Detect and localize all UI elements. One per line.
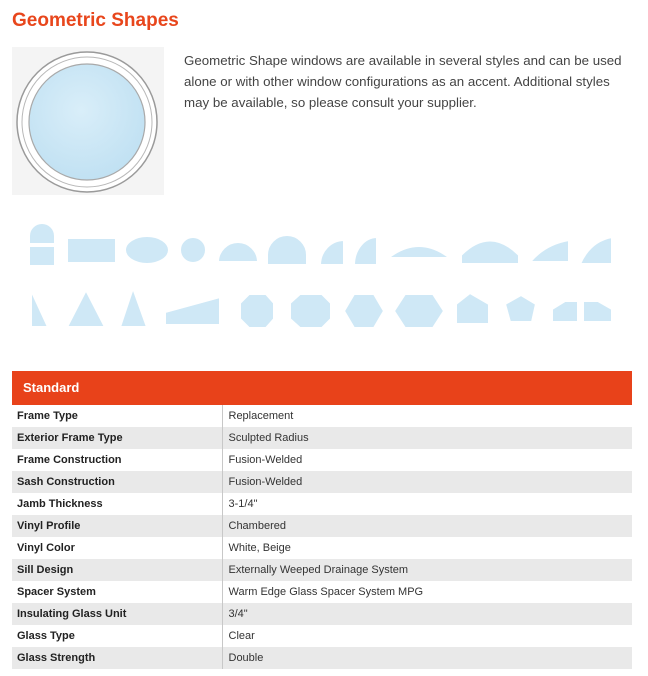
row-label: Glass Strength <box>12 647 222 669</box>
shape-oval <box>125 236 169 264</box>
circle-window-graphic <box>12 47 164 195</box>
table-row <box>12 559 632 581</box>
row-label: Insulating Glass Unit <box>12 603 222 625</box>
row-value: Fusion-Welded <box>222 449 632 471</box>
shape-eyebrow <box>388 246 450 258</box>
row-value: 3/4" <box>222 603 632 625</box>
shape-octagon <box>240 294 274 328</box>
row-value: 3-1/4" <box>222 493 632 515</box>
table-row <box>12 625 632 647</box>
shape-pentagon <box>456 293 489 324</box>
row-value: Chambered <box>222 515 632 537</box>
shape-quarter-round-left <box>320 240 344 265</box>
shape-elongated-hexagon <box>394 294 444 328</box>
intro-text: Geometric Shape windows are available in several styles and can be used alone or with other window configurations as an accent. Additional styles may be available, so please consult your supplier. <box>184 53 622 110</box>
row-value: Fusion-Welded <box>222 471 632 493</box>
row-label: Frame Type <box>12 405 222 427</box>
table-row <box>12 449 632 471</box>
row-label: Exterior Frame Type <box>12 427 222 449</box>
row-value: Sculpted Radius <box>222 427 632 449</box>
row-value: Replacement <box>222 405 632 427</box>
spec-rows <box>12 405 632 669</box>
shape-quarter-round-right <box>354 237 377 265</box>
shape-rectangle <box>67 238 116 263</box>
table-row <box>12 603 632 625</box>
shape-half-pentagon-pair <box>552 301 612 322</box>
row-label: Sill Design <box>12 559 222 581</box>
row-label: Spacer System <box>12 581 222 603</box>
shape-triangle <box>67 290 105 327</box>
shape-quarter-eyebrow-left <box>530 240 569 262</box>
table-row <box>12 581 632 603</box>
shape-circle <box>180 237 206 263</box>
circle-window-image <box>12 47 164 195</box>
table-row <box>12 471 632 493</box>
shape-half-circle <box>218 242 258 262</box>
shape-irregular-pentagon <box>505 295 536 322</box>
row-value: Externally Weeped Drainage System <box>222 559 632 581</box>
table-heading: Standard <box>12 371 632 405</box>
shape-elongated-octagon <box>290 294 331 328</box>
shape-circle-top-rectangle <box>29 223 55 266</box>
row-label: Jamb Thickness <box>12 493 222 515</box>
table-row <box>12 427 632 449</box>
shape-hexagon <box>344 294 384 328</box>
table-row <box>12 515 632 537</box>
row-label: Vinyl Profile <box>12 515 222 537</box>
row-value: Double <box>222 647 632 669</box>
row-value: Clear <box>222 625 632 647</box>
table-row <box>12 537 632 559</box>
shape-gallery <box>0 200 648 340</box>
page-title: Geometric Shapes <box>12 10 179 31</box>
row-value: White, Beige <box>222 537 632 559</box>
row-label: Vinyl Color <box>12 537 222 559</box>
shape-quarter-eyebrow-right <box>580 237 612 264</box>
table-row <box>12 493 632 515</box>
row-label: Frame Construction <box>12 449 222 471</box>
table-row <box>12 647 632 669</box>
row-value: Warm Edge Glass Spacer System MPG <box>222 581 632 603</box>
shape-isosceles-triangle <box>120 288 147 327</box>
shape-trapezoid <box>165 297 220 325</box>
row-label: Sash Construction <box>12 471 222 493</box>
table-row <box>12 405 632 427</box>
shape-right-triangle <box>31 290 48 327</box>
shape-flat-arch <box>461 241 519 265</box>
row-label: Glass Type <box>12 625 222 647</box>
shape-half-round <box>267 235 307 265</box>
specifications-table <box>12 371 632 669</box>
